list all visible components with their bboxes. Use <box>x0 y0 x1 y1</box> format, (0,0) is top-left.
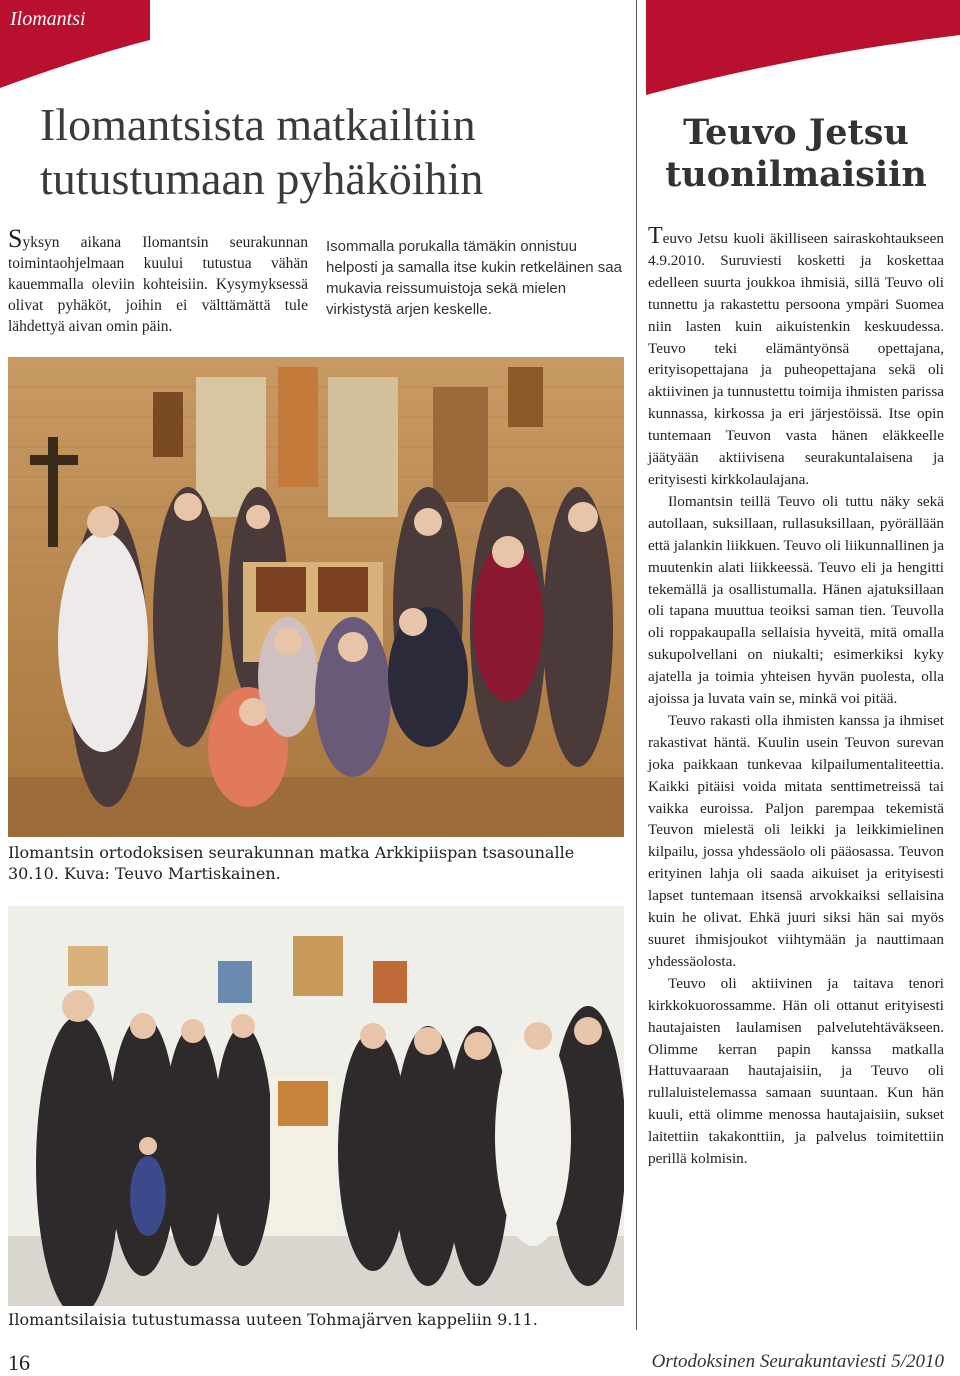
column-divider <box>636 0 637 1330</box>
obituary-paragraph-4: Teuvo oli aktiivinen ja taitava tenori kirkkokuorossamme. Hän oli ottanut erityisesti hautajaisten laulamisen palvelutehtäväkseen. Olimme kerran papin kanssa matkalla Hattuvaaraan hautajaisiin, ja Teuvo oli rullaluistelemassa samaan suuntaan. Kun hän kuuli, että olimme menossa hautajaisiin, sukset laitettiin takakonttiin, ja palvelus toimitettiin perillä kolmisin. <box>648 974 944 1168</box>
chapel-group-photo-drawing <box>8 357 624 837</box>
page-number: 16 <box>8 1350 30 1375</box>
intro-text: yksyn aikana Ilomantsin seurakunnan toimintaohjelmaan kuului tutustua vähän kauemmalla oleviin kohteisiin. Kysymyksessä olivat pyhäköt, joihin ei välttämättä tule lähdettyä aivan omin päin. <box>8 234 308 335</box>
article-headline: Ilomantsista matkailtiin tutustumaan pyhäköihin <box>40 99 484 204</box>
obituary-paragraph-2: Ilomantsin teillä Teuvo oli tuttu näky sekä autollaan, suksillaan, rullasuksillaan, pyörällään että jalankin liikkuen. Teuvo oli liikunnallinen ja muutenkin alati liikkeessä. Teuvo eli ja hengitti tekemällä ja osallistumalla. Hänen ajatuksillaan oli tapana muuttua teoiksi saman tien. Teuvolla oli roppakaupalla sellaisia hyveitä, mitä omalla sukupolvellani on niukalti; esimerkiksi kyky ajatella ja toimia yhteisen hyvän puolesta, olla ajoissa ja luvata vain se, minkä voi pitää. <box>648 492 945 708</box>
photo-caption-2: Ilomantsilaisia tutustumassa uuteen Tohmajärven kappeliin 9.11. <box>8 1310 538 1329</box>
obituary-paragraph-3: Teuvo rakasti olla ihmisten kanssa ja ihmiset rakastivat häntä. Kuulin usein Teuvon surevan joka paikkaan tunkevaa kilpailumentaliteettia. Kaikki pitäisi voida mitata senttimetreissä tai vaikka euroissa. Paljon parempaa tekemistä Teuvon mielestä oli leikki ja leikkimielinen kilpailu, jossa yhdessäolo oli pääosassa. Teuvon erityinen lahja oli saada aikuiset ja erityisesti lapset tuntemaan itsensä arvokkaiksi sellaisina kuin he olivat. Ehkä juuri siksi hän sai myös suuret ihmisjoukot viihtymään ja nauttimaan yhdessäolosta. <box>648 711 944 970</box>
kappeli-group-photo <box>8 906 624 1306</box>
obituary-body <box>648 223 945 1170</box>
kappeli-group-photo-drawing <box>8 906 624 1306</box>
intro-paragraph-2: Isommalla porukalla tämäkin onnistuu helposti ja samalla itse kukin retkeläinen saa mukavia reissumuistoja sekä mielen virkistystä arjen keskelle. <box>326 238 622 318</box>
section-label: Ilomantsi <box>10 8 86 30</box>
chapel-group-photo <box>8 357 624 837</box>
right-banner-shape <box>646 0 960 95</box>
obituary-dropcap: T <box>648 223 663 249</box>
obituary-paragraph-1 <box>648 223 944 491</box>
intro-dropcap: S <box>8 224 23 253</box>
obituary-title: Teuvo Jetsu tuonilmaisiin <box>665 112 927 195</box>
publication-name: Ortodoksinen Seurakuntaviesti 5/2010 <box>651 1351 944 1372</box>
photo-caption-1: Ilomantsin ortodoksisen seurakunnan matka Arkkipiispan tsasounalle 30.10. Kuva: Teuvo Martiskainen. <box>8 843 575 883</box>
right-banner <box>646 0 960 95</box>
section-tab <box>0 0 150 88</box>
intro-paragraph <box>8 224 308 337</box>
obituary-paragraph-1-text: euvo Jetsu kuoli äkilliseen sairaskohtaukseen 4.9.2010. Suruviesti kosketti ja koskettaa edelleen suurta joukkoa ihmisiä, sillä Teuvo oli tunnettu ja rakastettu persoona ympäri Suomea niin lasten kuin aikuistenkin keskuudessa. Teuvo teki elämäntyönsä opettajana, erityisopettajana ja puheopettajana sekä oli aktiivinen ja tunnustettu toimija ihmisten parissa kunnassa, kirkossa ja eri järjestöissä. Itse opin tuntemaan Teuvon vasta hänen eläkkeelle jäätyään aktiivisena seurakuntalaisena ja erityisesti kirkkolaulajana. <box>648 230 944 488</box>
